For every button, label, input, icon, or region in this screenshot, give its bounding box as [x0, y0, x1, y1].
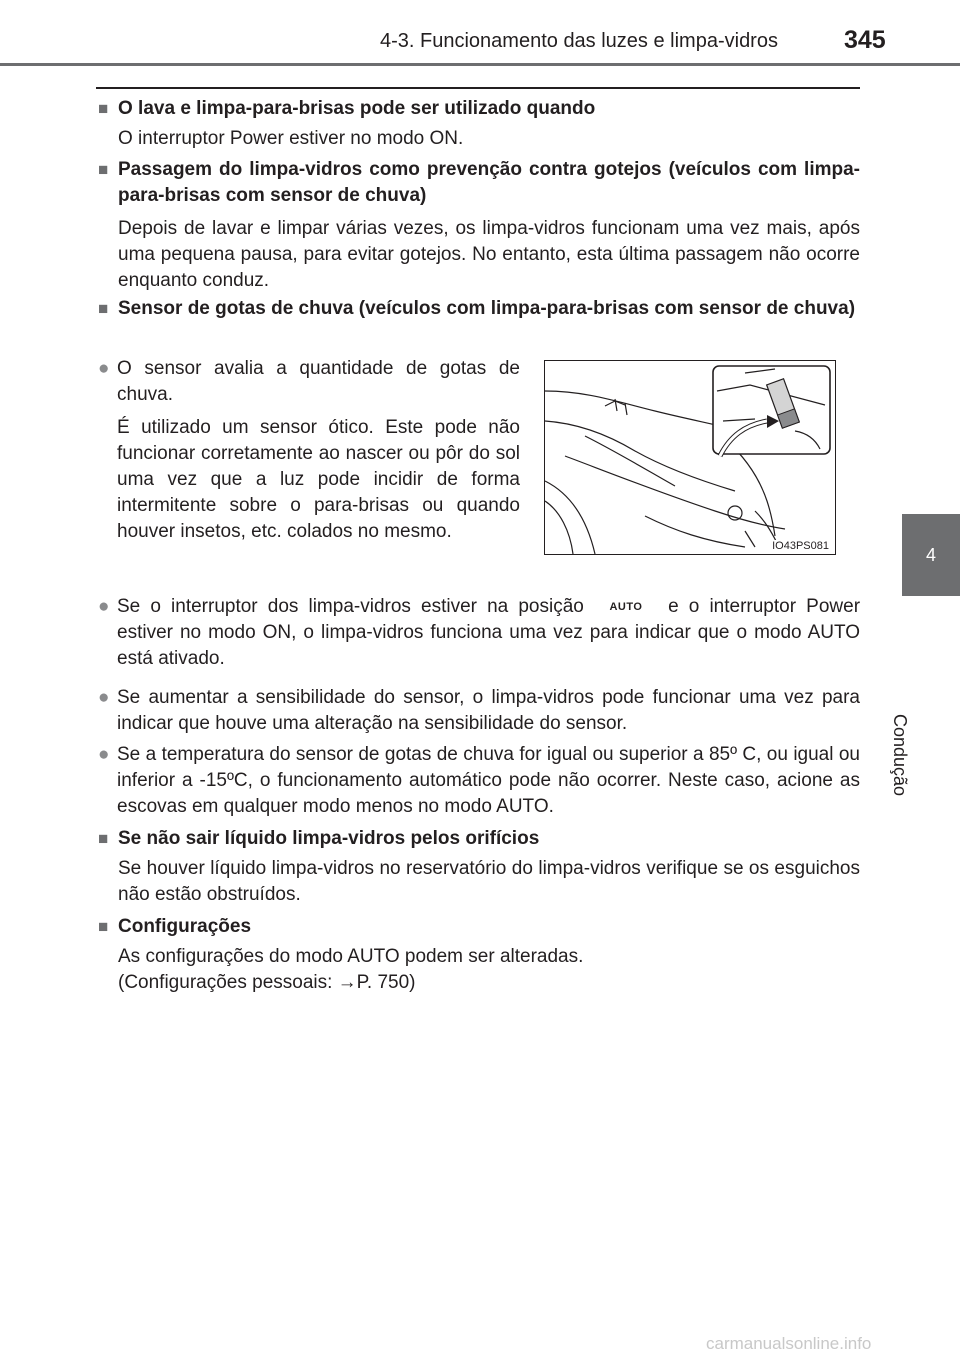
section-no-washer-fluid [98, 826, 860, 908]
square-bullet-icon: ■ [98, 829, 109, 848]
round-bullet-icon: ● [98, 596, 110, 617]
rain-sensor-bullet-3: ● Se aumentar a sensibilidade do sensor, o limpa-vidros pode funcionar uma vez para indicar que houve uma alteração na sensibilidade do sensor. [98, 685, 860, 737]
section-heading: ■ Passagem do limpa-vidros como prevenção contra gotejos (veículos com limpa-para-brisas com sensor de chuva) [98, 157, 860, 209]
section-body: O interruptor Power estiver no modo ON. [118, 128, 464, 149]
watermark: carmanualsonline.info [706, 1334, 872, 1353]
settings-page-reference: (Configurações pessoais: →P. 750) [118, 972, 416, 993]
square-bullet-icon: ■ [98, 917, 109, 936]
chapter-tab: 4 [902, 514, 960, 596]
section-settings [98, 914, 860, 996]
section-body-line-1: As configurações do modo AUTO podem ser alteradas. [118, 946, 584, 967]
content-top-rule [96, 87, 860, 89]
section-rain-sensor [98, 296, 860, 322]
running-header-title: 4-3. Funcionamento das luzes e limpa-vidros [380, 30, 778, 52]
chapter-label: Condução [890, 714, 910, 797]
rain-sensor-bullet-4: ● Se a temperatura do sensor de gotas de chuva for igual ou superior a 85º C, ou igual ou inferior a -15ºC, o funcionamento automático pode não ocorrer. Neste caso, acione as escovas em qualquer modo menos no modo AUTO. [98, 742, 860, 820]
square-bullet-icon: ■ [98, 160, 109, 179]
car-windshield-illustration [545, 361, 835, 554]
section-heading: ■ O lava e limpa-para-brisas pode ser utilizado quando [98, 96, 860, 122]
rain-sensor-note: É utilizado um sensor ótico. Este pode não funcionar corretamente ao nascer ou pôr do sol uma vez que a luz pode incidir de forma intermitente sobre o para-brisas ou quando houver insetos, etc. colados no mesmo. [117, 417, 520, 542]
square-bullet-icon: ■ [98, 99, 109, 118]
section-heading: ■ Sensor de gotas de chuva (veículos com limpa-para-brisas com sensor de chuva) [98, 296, 860, 322]
round-bullet-icon: ● [98, 687, 110, 708]
figure-id: IO43PS081 [772, 540, 829, 552]
rain-sensor-bullet-1: ● O sensor avalia a quantidade de gotas de chuva. É utilizado um sensor ótico. Este pode não funcionar corretamente ao nascer ou pôr do sol uma vez que a luz pode incidir de forma intermitente sobre o para-brisas ou quando houver insetos, etc. colados no mesmo. [98, 356, 520, 545]
header-rule [0, 63, 960, 66]
section-heading: ■ Configurações [98, 914, 860, 940]
square-bullet-icon: ■ [98, 299, 109, 318]
rain-sensor-figure [544, 360, 836, 555]
section-body: Se houver líquido limpa-vidros no reservatório do limpa-vidros verifique se os esguichos não estão obstruídos. [118, 858, 860, 905]
section-body: Depois de lavar e limpar várias vezes, os limpa-vidros funcionam uma vez mais, após uma pequena pausa, para evitar gotejos. No entanto, esta última passagem não ocorre enquanto conduz. [118, 218, 860, 291]
section-drip-prevention [98, 157, 860, 294]
page-number: 345 [844, 26, 886, 54]
auto-position-symbol: AUTO [609, 601, 643, 613]
round-bullet-icon: ● [98, 358, 110, 379]
rain-sensor-bullet-2: ● Se o interruptor dos limpa-vidros estiver na posição AUTO e o interruptor Power estiver no modo ON, o limpa-vidros funciona uma vez para indicar que o modo AUTO está ativado. [98, 594, 860, 672]
section-washer-usage [98, 96, 860, 152]
section-heading: ■ Se não sair líquido limpa-vidros pelos orifícios [98, 826, 860, 852]
round-bullet-icon: ● [98, 744, 110, 765]
